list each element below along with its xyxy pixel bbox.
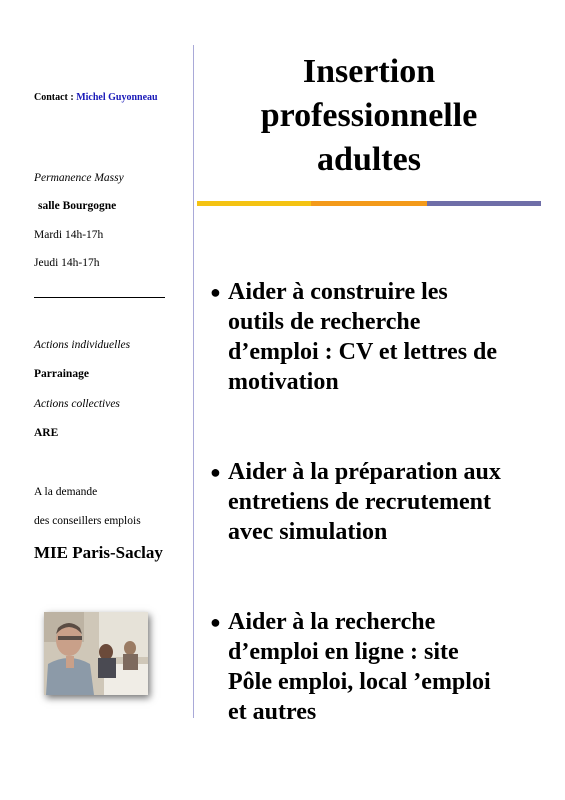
sidebar-rule (34, 297, 165, 298)
contact-label: Contact : (34, 92, 74, 103)
bullet-line: entretiens de recrutement (228, 489, 492, 515)
title-bar-orange (311, 201, 427, 206)
title-bar-purple (427, 201, 541, 206)
bullet-line: Pôle emploi, local ’emploi (228, 669, 491, 695)
bullet-line: et autres (228, 699, 317, 725)
contact-line (34, 92, 158, 103)
title-line-3: adultes (317, 141, 421, 178)
bullet-dot: ● (210, 612, 221, 632)
title-line-2: professionnelle (260, 97, 478, 134)
mie-label: MIE Paris-Saclay (34, 543, 163, 562)
permanence-label: Permanence Massy (34, 172, 124, 184)
page-title (200, 50, 538, 182)
are-label: ARE (34, 427, 59, 439)
title-line-1: Insertion (302, 53, 436, 90)
title-bar-yellow (197, 201, 311, 206)
meeting-photo-image (44, 612, 148, 695)
bullet-line: outils de recherche (228, 309, 421, 335)
bullet-dot: ● (210, 282, 221, 302)
hours-thursday: Jeudi 14h-17h (34, 257, 100, 269)
parrainage: Parrainage (34, 368, 89, 380)
meeting-photo (44, 612, 148, 695)
demande-line-2: des conseillers emplois (34, 515, 141, 527)
bullet-line: Aider à la recherche (228, 609, 436, 635)
bullet-preparation (210, 457, 558, 547)
actions-collectives: Actions collectives (34, 398, 120, 410)
hours-tuesday: Mardi 14h-17h (34, 229, 104, 241)
salle-label: salle Bourgogne (38, 200, 117, 212)
bullet-line: Aider à la préparation aux (228, 459, 501, 485)
vertical-divider (193, 45, 194, 718)
demande-line-1: A la demande (34, 486, 98, 498)
bullet-outils (210, 277, 558, 397)
bullet-line: motivation (228, 369, 339, 395)
actions-individuelles: Actions individuelles (34, 339, 131, 351)
sidebar (0, 0, 193, 800)
bullet-dot: ● (210, 462, 221, 482)
contact-name: Michel Guyonneau (76, 92, 158, 103)
bullet-recherche (210, 607, 558, 727)
bullet-line: d’emploi en ligne : site (228, 639, 459, 665)
bullet-line: avec simulation (228, 519, 388, 545)
bullet-line: d’emploi : CV et lettres de (228, 339, 498, 365)
bullet-line: Aider à construire les (228, 279, 448, 305)
